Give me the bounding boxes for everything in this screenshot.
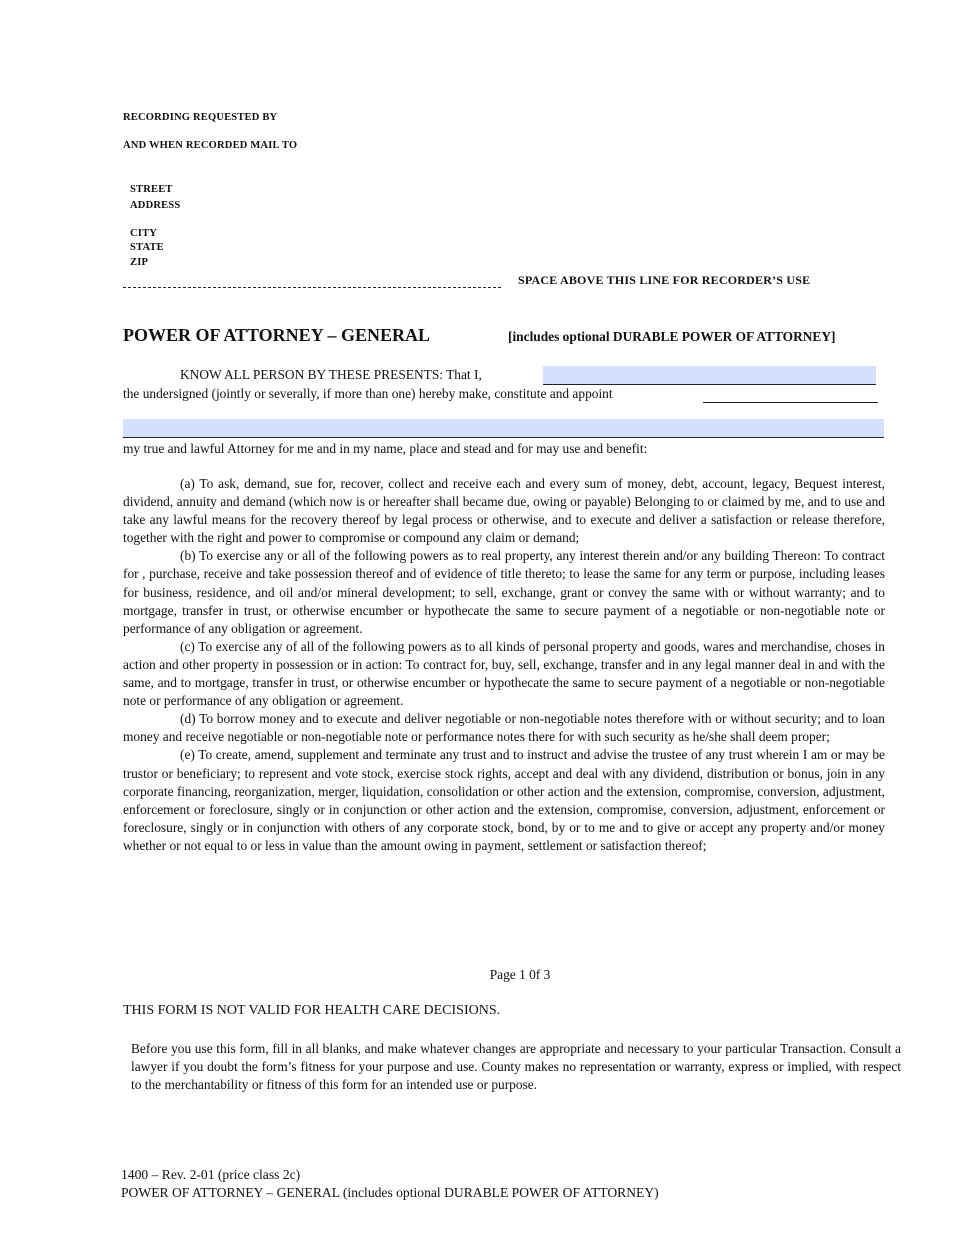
intro-line-2: the undersigned (jointly or severally, if more than one) hereby make, constitute and appoint <box>123 386 613 401</box>
intro-line-1: KNOW ALL PERSON BY THESE PRESENTS: That I, <box>180 367 482 382</box>
page-number: Page 1 0f 3 <box>489 967 551 982</box>
power-c-paragraph: (c) To exercise any of all of the following powers as to all kinds of personal property and goods, wares and merchandise, choses in action and other property in possession or in action: To contract for, buy, sell, exchange, transfer and in any legal manner deal in and with the same, and to mortgage, transfer in trust, or otherwise encumber or hypothecate the same to secure payment of a negotiable or non-negotiable note or performance of any obligation or agreement. <box>123 638 885 709</box>
power-a-paragraph: (a) To ask, demand, sue for, recover, collect and receive each and every sum of money, debt, account, legacy, Bequest interest, dividend, annuity and demand (which now is or hereafter shall became due, owing or payable) Belonging to or claimed by me, and to use and take any lawful means for the recovery thereof by legal process or otherwise, and to execute and deliver a satisfaction or release therefore, together with the right and power to compromise or compound any claim or demand; <box>123 476 885 546</box>
when-recorded-label: AND WHEN RECORDED MAIL TO <box>123 140 298 151</box>
powers-section <box>123 475 885 855</box>
footer-form-title: POWER OF ATTORNEY – GENERAL (includes optional DURABLE POWER OF ATTORNEY) <box>121 1185 659 1200</box>
health-care-notice: THIS FORM IS NOT VALID FOR HEALTH CARE DECISIONS. <box>123 1003 501 1018</box>
power-d-paragraph: (d) To borrow money and to execute and deliver negotiable or non-negotiable notes therefore with or without security; and to loan money and receive negotiable or non-negotiable note or performance notes there for with such security as he/she shall deem proper; <box>123 711 885 745</box>
recording-requested-label: RECORDING REQUESTED BY <box>123 112 278 123</box>
footer-form-id: 1400 – Rev. 2-01 (price class 2c) <box>121 1167 301 1182</box>
attorney-name-continued-field[interactable] <box>123 419 884 438</box>
intro-line-3: my true and lawful Attorney for me and in my name, place and stead and for may use and benefit: <box>123 441 648 456</box>
disclaimer-paragraph: Before you use this form, fill in all blanks, and make whatever changes are appropriate and necessary to your particular Transaction. Consult a lawyer if you doubt the form’s fitness for your purpose and use. County makes no representation or warranty, express or implied, with respect to the merchantability or fitness of this form for an intended use or purpose. <box>131 1041 901 1093</box>
page-title: POWER OF ATTORNEY – GENERAL <box>123 325 431 345</box>
state-label: STATE <box>130 242 164 253</box>
power-e-paragraph: (e) To create, amend, supplement and terminate any trust and to instruct and advise the trustee of any trust wherein I am or may be trustor or beneficiary; to represent and vote stock, exercise stock rights, accept and deal with any dividend, distribution or bonus, join in any corporate financing, reorganization, merger, liquidation, consolidation or other action and the extension, compromise, conversion, adjustment, enforcement or foreclosure, singly or in conjunction or other action and the extension, compromise, conversion, adjustment, enforcement or foreclosure, singly or in conjunction with others of any corporate stock, bond, by or to me and to give or accept any property and/or money whether or not equal to or less in value than the amount owing in payment, settlement or satisfaction thereof; <box>123 747 885 853</box>
street-label: STREET <box>130 184 173 195</box>
page-subtitle: [includes optional DURABLE POWER OF ATTORNEY] <box>508 329 836 344</box>
zip-label: ZIP <box>130 257 149 268</box>
attorney-name-field[interactable] <box>703 385 878 403</box>
power-b-paragraph: (b) To exercise any or all of the following powers as to real property, any interest therein and/or any building Thereon: To contract for , purchase, receive and take possession thereof and of evidence of title thereto; to lease the same for any term or purpose, including leases for business, residence, and oil and/or mineral development; to sell, exchange, grant or convey the same with or without warranty; and to mortgage, transfer in trust, or otherwise encumber or hypothecate the same to secure payment of a negotiable or non-negotiable note or performance of any obligation or agreement. <box>123 548 885 636</box>
grantor-name-field[interactable] <box>543 366 876 385</box>
address-label: ADDRESS <box>130 200 181 211</box>
city-label: CITY <box>130 228 158 239</box>
recorder-space-label: SPACE ABOVE THIS LINE FOR RECORDER’S USE <box>518 273 811 287</box>
recorder-divider-line <box>123 287 501 288</box>
